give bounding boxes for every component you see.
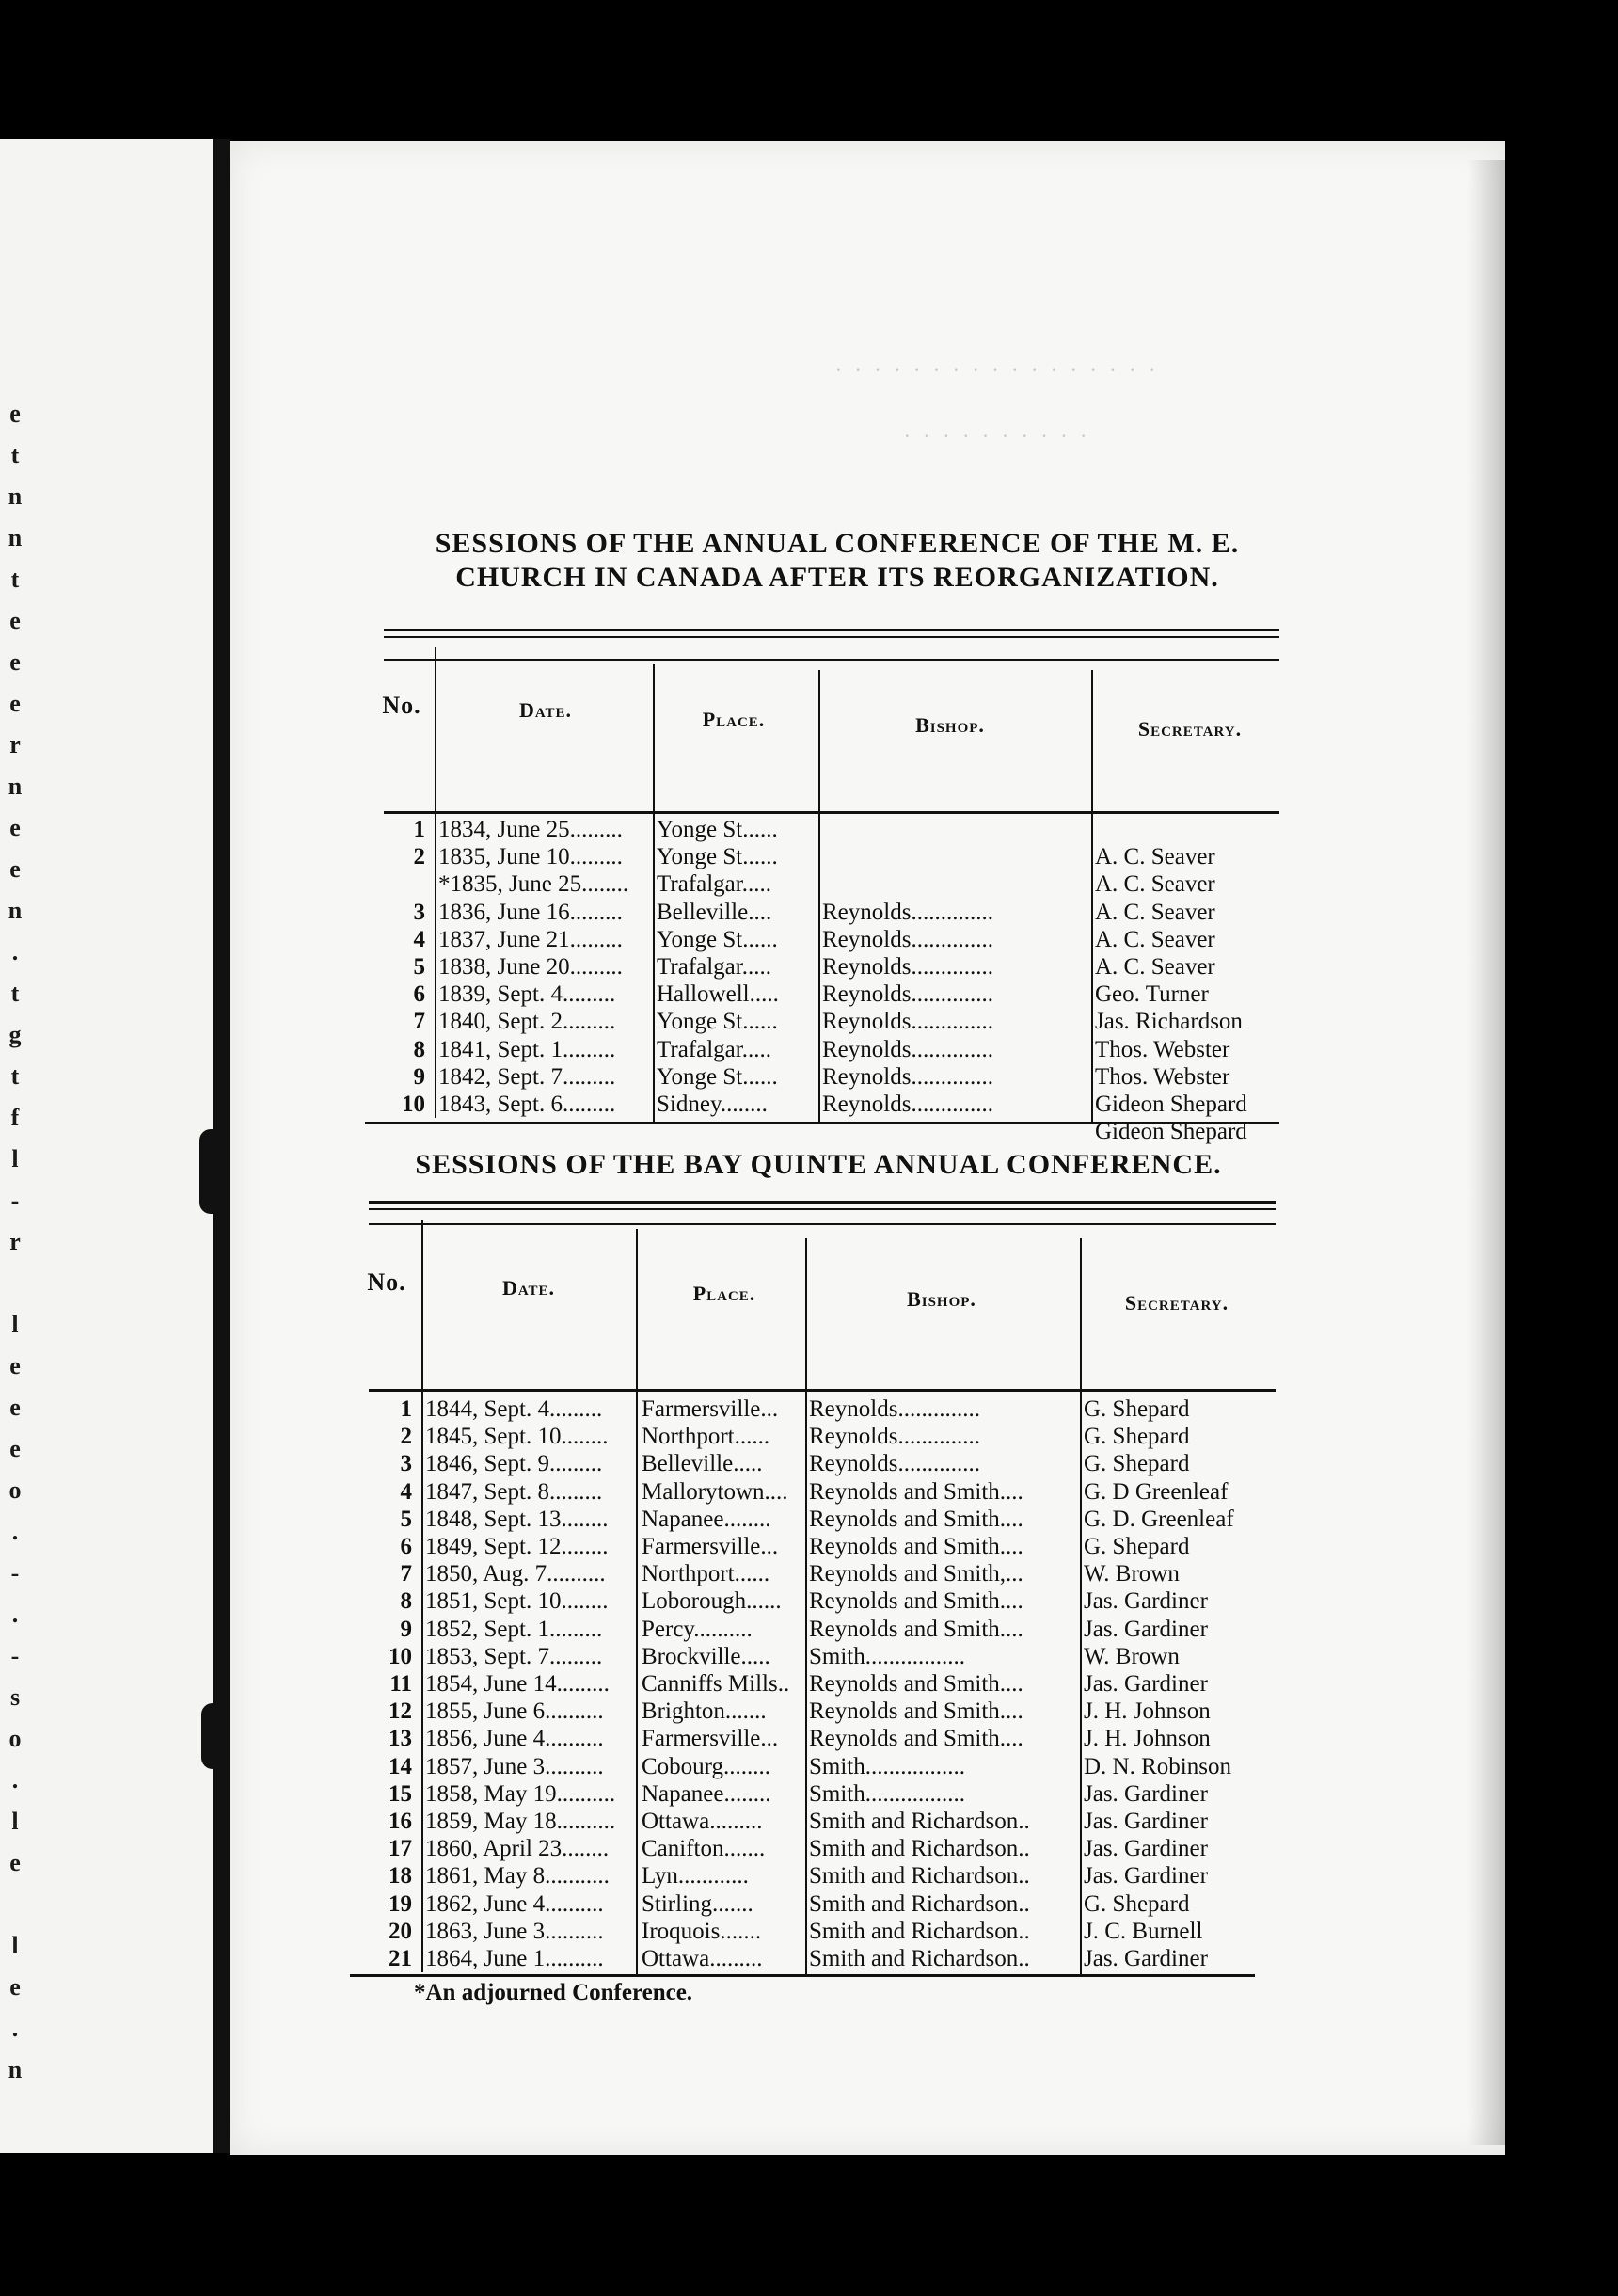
cell-date: 1844, Sept. 4......... [425,1396,603,1422]
bleed-through-text: · · · · · · · · · · [903,423,1091,447]
cell-no: 9 [413,1063,425,1090]
cell-bishop: Smith and Richardson.. [809,1836,1030,1862]
cell-no: 4 [400,1478,412,1505]
cell-secretary: W. Brown [1084,1643,1180,1669]
table-row [0,1424,1618,1452]
cell-place: Sidney........ [657,1092,768,1117]
cell-place: Lyn............ [642,1863,749,1889]
table-row [0,1479,1618,1507]
left-page-letter: e [9,1973,21,2001]
cell-secretary: G. Shepard [1084,1424,1190,1450]
table-row [0,1836,1618,1864]
left-page-letter: n [8,524,23,551]
table-row [0,871,1618,900]
cell-no: 15 [389,1780,412,1807]
cell-bishop: Reynolds.............. [822,1063,993,1090]
cell-bishop: Reynolds.............. [822,954,993,980]
left-page-letter: o [8,1476,22,1504]
cell-date: 1863, June 3.......... [425,1918,604,1944]
cell-bishop: Reynolds and Smith.... [809,1671,1023,1697]
cell-date: 1836, June 16......... [438,899,623,925]
cell-date: 1839, Sept. 4......... [438,981,616,1008]
cell-date: 1854, June 14......... [425,1671,610,1697]
footnote: *An adjourned Conference. [414,1980,693,2005]
cell-date: 1842, Sept. 7......... [438,1063,616,1090]
table-row [0,1507,1618,1535]
cell-bishop: Smith and Richardson.. [809,1809,1030,1834]
left-page-letter: l [11,1145,19,1172]
left-page-letter [6,1263,24,1304]
table-row [0,927,1618,955]
table2-header-date: Date. [501,1276,556,1299]
cell-place: Trafalgar..... [657,871,771,898]
cell-date: 1838, June 20......... [438,954,623,980]
cell-place: Farmersville... [642,1534,779,1559]
left-page-letter: l [11,1311,19,1338]
cell-secretary: G. D. Greenleaf [1084,1506,1234,1532]
cell-secretary: Thos. Webster [1095,1063,1230,1090]
cell-no: 1 [400,1396,412,1422]
cell-secretary: A. C. Seaver [1095,899,1215,925]
left-page-letter: e [9,1849,21,1876]
cell-no: 5 [413,954,425,980]
table1-header-rule [384,811,1279,814]
cell-bishop: Reynolds and Smith,... [809,1561,1023,1587]
cell-place: Iroquois....... [642,1918,762,1944]
left-page-letter: r [9,731,21,758]
cell-bishop: Reynolds and Smith.... [809,1506,1023,1532]
cell-no: 13 [389,1726,412,1752]
cell-date: 1853, Sept. 7......... [425,1643,603,1669]
table-row [0,1009,1618,1037]
cell-place: Yonge St...... [657,844,778,870]
cell-no: 21 [389,1946,412,1971]
left-page-letter: - [10,1187,20,1214]
table-row [0,1946,1618,1974]
cell-date: 1855, June 6.......... [425,1698,604,1725]
left-page-letter: n [8,483,23,510]
cell-secretary: A. C. Seaver [1095,844,1215,870]
cell-bishop: Reynolds and Smith.... [809,1588,1023,1615]
cell-bishop: Reynolds and Smith.... [809,1726,1023,1752]
cell-secretary: W. Brown [1084,1561,1180,1587]
cell-place: Cobourg........ [642,1753,771,1779]
cell-secretary: J. H. Johnson [1084,1726,1211,1752]
left-page-letter: l [11,1808,19,1835]
left-page-letter: e [9,1352,21,1379]
table-row [0,1588,1618,1617]
cell-bishop: Smith................. [809,1753,965,1779]
cell-bishop: Smith and Richardson.. [809,1863,1030,1889]
table2-top-rule [369,1201,1276,1204]
cell-place: Yonge St...... [657,1063,778,1090]
left-page-letter: e [9,648,21,676]
left-page-letter: - [10,1559,20,1586]
table-row [0,844,1618,872]
cell-secretary: A. C. Seaver [1095,871,1215,898]
cell-date: 1856, June 4.......... [425,1726,604,1752]
cell-date: 1852, Sept. 1......... [425,1616,603,1642]
cell-bishop: Smith and Richardson.. [809,1946,1030,1971]
table-row [0,1754,1618,1782]
table-row [0,817,1618,845]
cell-place: Trafalgar..... [657,954,771,980]
table-row [0,1863,1618,1891]
cell-date: 1861, May 8........... [425,1863,610,1889]
left-page-letter: e [9,1435,21,1462]
table1-top-rule [384,659,1279,661]
cell-secretary: J. C. Burnell [1084,1918,1203,1944]
cell-place: Belleville.... [657,899,772,925]
cell-secretary: J. H. Johnson [1084,1698,1211,1725]
table2-header-place: Place. [692,1282,756,1305]
cell-secretary: Jas. Gardiner [1084,1836,1208,1862]
table-row [0,1561,1618,1589]
table1-header-date: Date. [518,698,573,722]
table-row [0,1617,1618,1645]
cell-place: Stirling....... [642,1890,753,1917]
cell-bishop: Reynolds and Smith.... [809,1534,1023,1559]
cell-date: 1841, Sept. 1......... [438,1036,616,1062]
left-page-letter: . [11,2015,19,2042]
cell-bishop: Smith and Richardson.. [809,1918,1030,1944]
cell-secretary: Thos. Webster [1095,1036,1230,1062]
cell-date: 1834, June 25......... [438,817,623,842]
cell-date: 1851, Sept. 10........ [425,1588,609,1615]
table1-top-rule [384,636,1279,638]
left-page-letter: . [11,1601,19,1628]
cell-date: 1857, June 3.......... [425,1753,604,1779]
cell-date: 1862, June 4.......... [425,1890,604,1917]
cell-secretary: Jas. Gardiner [1084,1946,1208,1971]
cell-bishop: Reynolds.............. [822,1036,993,1062]
table2-bottom-rule [350,1974,1255,1977]
left-page-letter: e [9,607,21,634]
cell-date: 1850, Aug. 7.......... [425,1561,606,1587]
cell-place: Canifton....... [642,1836,766,1862]
cell-bishop: Smith and Richardson.. [809,1890,1030,1917]
table2-header-rule [369,1389,1276,1392]
cell-secretary: G. Shepard [1084,1890,1190,1917]
cell-date: 1845, Sept. 10........ [425,1424,609,1450]
cell-bishop: Reynolds.............. [809,1396,980,1422]
cell-place: Belleville..... [642,1451,763,1477]
cell-no: 1 [413,817,425,842]
table1-top-rule [384,629,1279,631]
cell-date: 1849, Sept. 12........ [425,1534,609,1559]
cell-date: 1847, Sept. 8......... [425,1478,603,1505]
cell-secretary: Jas. Gardiner [1084,1780,1208,1807]
table-row [0,1919,1618,1947]
cell-secretary: G. D Greenleaf [1084,1478,1229,1505]
table-row [0,1698,1618,1727]
table-row [0,1396,1618,1425]
table2-header-bishop: Bishop. [907,1287,976,1311]
cell-secretary: G. Shepard [1084,1396,1190,1422]
section1-title: SESSIONS OF THE ANNUAL CONFERENCE OF THE M. E. CHURCH IN CANADA AFTER ITS REORGANIZATION. [435,528,1240,593]
cell-secretary: G. Shepard [1084,1534,1190,1559]
cell-date: 1858, May 19.......... [425,1780,616,1807]
left-page-letter: e [9,690,21,717]
cell-no: 8 [400,1588,412,1615]
cell-place: Napanee........ [642,1780,771,1807]
cell-place: Yonge St...... [657,926,778,952]
cell-place: Northport...... [642,1424,770,1450]
cell-secretary: Gideon Shepard [1095,1119,1247,1145]
cell-secretary: Jas. Gardiner [1084,1671,1208,1697]
cell-no: 10 [389,1643,412,1669]
cell-secretary: Jas. Richardson [1095,1009,1243,1035]
cell-bishop: Smith................. [809,1643,965,1669]
table-row [0,1451,1618,1479]
cell-no: 2 [400,1424,412,1450]
cell-no: 4 [413,926,425,952]
cell-no: 5 [400,1506,412,1532]
cell-no: 16 [389,1809,412,1834]
cell-bishop: Reynolds.............. [809,1451,980,1477]
left-page-letter: e [9,1394,21,1421]
cell-no: 14 [389,1753,412,1779]
left-page-letter: . [11,1518,19,1545]
cell-place: Ottawa......... [642,1946,763,1971]
table2-top-rule [369,1208,1276,1210]
cell-no: 11 [389,1671,412,1697]
table1-header-no: No. [382,692,421,719]
cell-no: 7 [400,1561,412,1587]
cell-secretary: A. C. Seaver [1095,926,1215,952]
cell-bishop: Reynolds.............. [822,926,993,952]
cell-place: Farmersville... [642,1396,779,1422]
bleed-through-text: · · · · · · · · · · · · · · · · · [834,358,1160,381]
left-page-letter: l [11,1932,19,1959]
table-row [0,1092,1618,1120]
cell-no: 18 [389,1863,412,1889]
cell-secretary: A. C. Seaver [1095,954,1215,980]
cell-no: 6 [413,981,425,1008]
table-row [0,1671,1618,1699]
cell-secretary: Gideon Shepard [1095,1092,1247,1117]
cell-secretary: D. N. Robinson [1084,1753,1231,1779]
table-row [0,900,1618,928]
table1-header-place: Place. [702,708,766,731]
cell-no: 3 [400,1451,412,1477]
cell-date: 1840, Sept. 2......... [438,1009,616,1035]
table-row [0,1644,1618,1672]
cell-no: 8 [413,1036,425,1062]
left-page-letter: r [9,1228,21,1255]
cell-date: 1835, June 10......... [438,844,623,870]
left-page-letter: o [8,1725,22,1752]
left-page-letter: g [8,1021,22,1048]
cell-place: Loborough...... [642,1588,782,1615]
cell-no: 10 [402,1092,425,1117]
table-row [0,1119,1618,1147]
cell-place: Canniffs Mills.. [642,1671,790,1697]
cell-no: 20 [389,1918,412,1944]
cell-bishop: Reynolds and Smith.... [809,1698,1023,1725]
cell-date: 1860, April 23........ [425,1836,610,1862]
cell-bishop: Reynolds.............. [809,1424,980,1450]
table-row [0,1037,1618,1065]
cell-bishop: Reynolds and Smith.... [809,1616,1023,1642]
left-page-letter: - [10,1642,20,1669]
cell-date: 1864, June 1.......... [425,1946,604,1971]
cell-place: Napanee........ [642,1506,771,1532]
cell-no: 2 [413,844,425,870]
left-page-letter: t [10,566,20,593]
table-row [0,1809,1618,1837]
table2-header-secretary: Secretary. [1124,1291,1229,1315]
table-row [0,1534,1618,1562]
cell-no: 7 [413,1009,425,1035]
cell-no: 3 [413,899,425,925]
cell-date: 1848, Sept. 13........ [425,1506,609,1532]
cell-secretary: Jas. Gardiner [1084,1588,1208,1615]
section2-title: SESSIONS OF THE BAY QUINTE ANNUAL CONFERENCE. [415,1149,1222,1180]
left-page-letter: t [10,980,20,1007]
cell-place: Farmersville... [642,1726,779,1752]
left-page-letter: . [11,938,19,965]
cell-place: Ottawa......... [642,1809,763,1834]
cell-place: Northport...... [642,1561,770,1587]
cell-no: 9 [400,1616,412,1642]
cell-place: Trafalgar..... [657,1036,771,1062]
cell-date: *1835, June 25........ [438,871,629,898]
cell-secretary: Geo. Turner [1095,981,1209,1008]
cell-no: 6 [400,1534,412,1559]
table-row [0,1891,1618,1920]
table-row [0,1781,1618,1810]
cell-bishop: Reynolds.............. [822,981,993,1008]
cell-bishop: Smith................. [809,1780,965,1807]
table-row [0,954,1618,982]
table1-header-bishop: Bishop. [915,713,985,737]
cell-date: 1837, June 21......... [438,926,623,952]
cell-bishop: Reynolds and Smith.... [809,1478,1023,1505]
left-page-letter: e [9,814,21,841]
cell-no: 19 [389,1890,412,1917]
cell-place: Percy.......... [642,1616,753,1642]
cell-date: 1846, Sept. 9......... [425,1451,603,1477]
left-page-letter: n [8,2056,23,2083]
table1-header-secretary: Secretary. [1137,717,1243,741]
left-page-letter: . [11,1766,19,1794]
table2-top-rule [369,1223,1276,1225]
cell-secretary: Jas. Gardiner [1084,1863,1208,1889]
left-page-letter: t [10,441,20,469]
left-page-letter: t [10,1062,20,1090]
left-page-letter: e [9,400,21,427]
cell-place: Yonge St...... [657,817,778,842]
cell-place: Yonge St...... [657,1009,778,1035]
left-page-letter: n [8,897,23,924]
cell-place: Hallowell..... [657,981,779,1008]
left-page-letter: s [9,1683,21,1711]
table2-header-no: No. [367,1268,406,1296]
cell-date: 1859, May 18.......... [425,1809,616,1834]
cell-place: Brockville..... [642,1643,770,1669]
cell-bishop: Reynolds.............. [822,899,993,925]
cell-place: Mallorytown.... [642,1478,788,1505]
cell-date: 1843, Sept. 6......... [438,1092,616,1117]
table-row [0,981,1618,1010]
cell-secretary: G. Shepard [1084,1451,1190,1477]
left-page-letter: f [10,1104,20,1131]
cell-secretary: Jas. Gardiner [1084,1616,1208,1642]
cell-bishop: Reynolds.............. [822,1092,993,1117]
table-row [0,1064,1618,1092]
cell-no: 12 [389,1698,412,1725]
table-row [0,1726,1618,1754]
left-page-letter: e [9,855,21,883]
cell-secretary: Jas. Gardiner [1084,1809,1208,1834]
left-page-letter: n [8,773,23,800]
cell-place: Brighton....... [642,1698,767,1725]
cell-no: 17 [389,1836,412,1862]
cell-bishop: Reynolds.............. [822,1009,993,1035]
